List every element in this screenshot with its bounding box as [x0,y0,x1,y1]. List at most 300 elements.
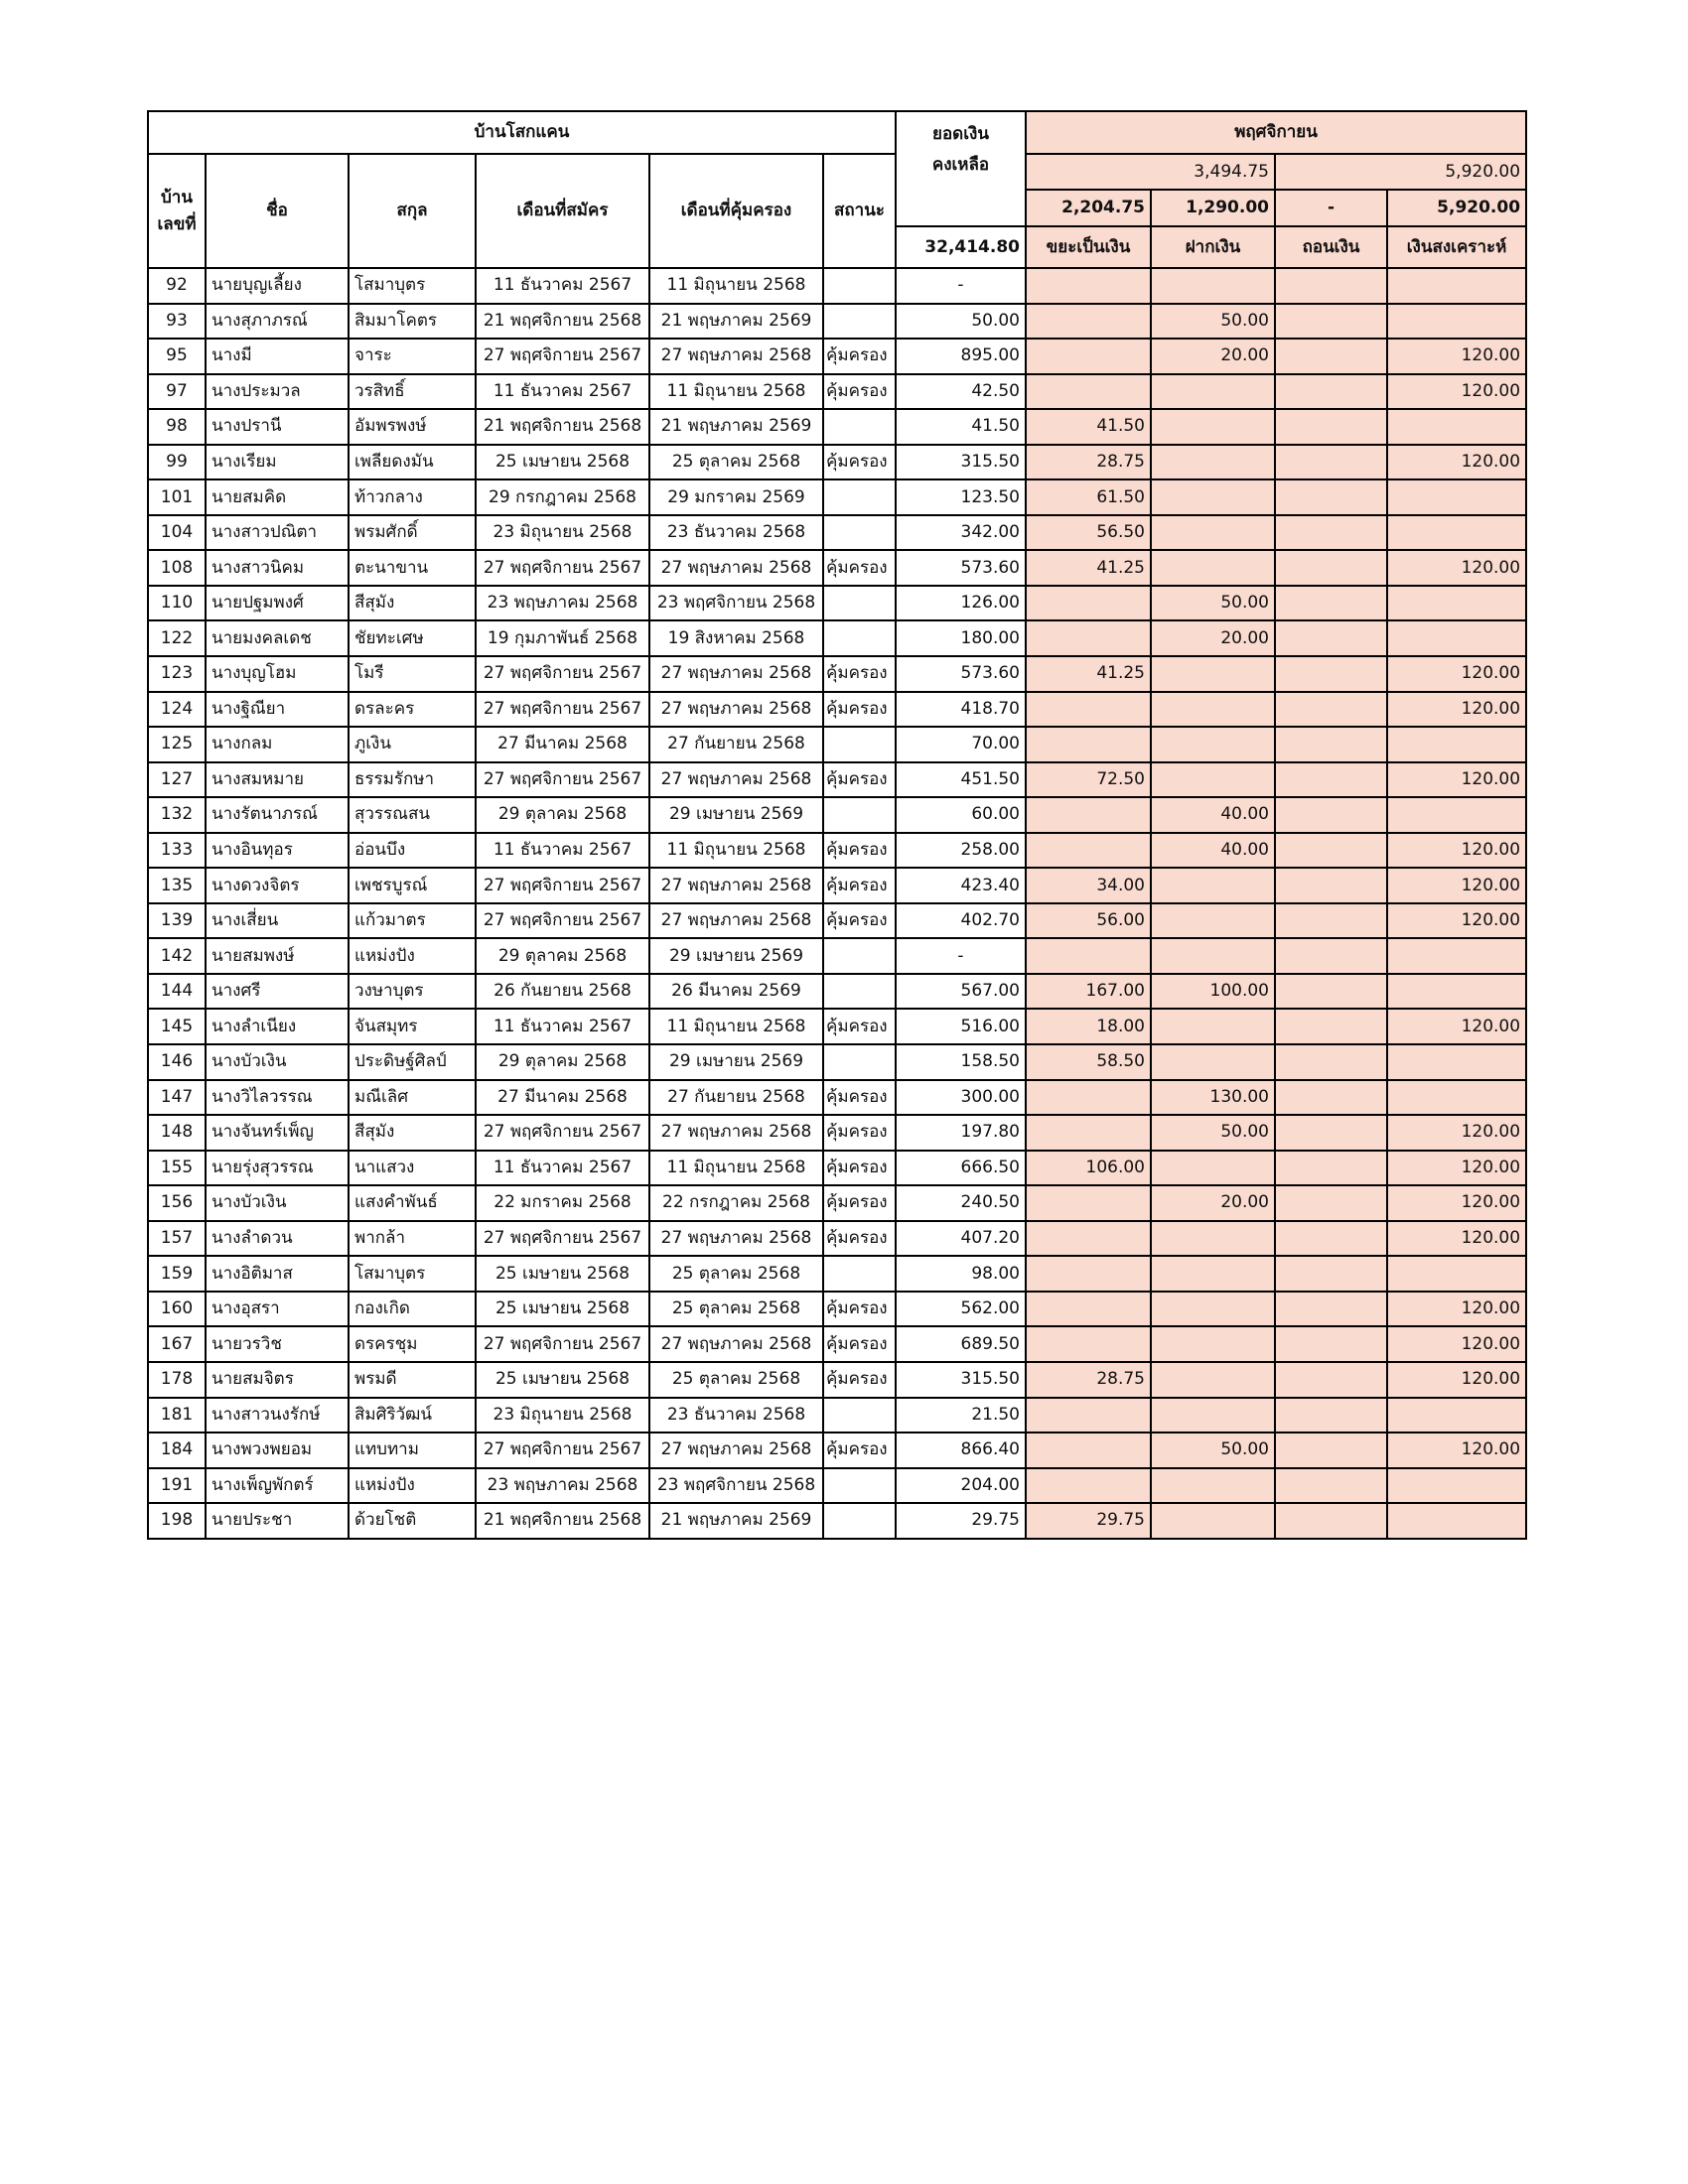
table-row [148,1115,1526,1151]
welfare-cell: 120.00 [1387,1151,1526,1186]
waste-money-cell [1026,1468,1151,1504]
balance-cell: 29.75 [896,1503,1026,1539]
first-name-cell: นางเพ็ญพักตร์ [206,1468,349,1504]
balance-cell: 402.70 [896,903,1026,939]
house-no-cell: 181 [148,1398,206,1433]
status-cell [823,938,896,974]
waste-money-cell [1026,1221,1151,1257]
last-name-cell: ตะนาขาน [349,550,476,586]
status-cell [823,1256,896,1292]
house-no-cell: 127 [148,762,206,798]
first-name-cell: นางสาวนิคม [206,550,349,586]
withdraw-cell [1275,1080,1387,1116]
register-month-cell: 27 พฤศจิกายน 2567 [476,1221,649,1257]
status-cell: คุ้มครอง [823,656,896,692]
table-row [148,974,1526,1010]
last-name-cell: โสมาบุตร [349,268,476,304]
balance-cell: 666.50 [896,1151,1026,1186]
waste-money-cell: 61.50 [1026,479,1151,515]
last-name-cell: เพชรบูรณ์ [349,868,476,903]
welfare-cell: 120.00 [1387,692,1526,728]
deposit-cell: 100.00 [1151,974,1275,1010]
last-name-cell: เพลียดงมัน [349,445,476,480]
house-no-header [148,154,206,268]
withdraw-cell [1275,1221,1387,1257]
status-cell [823,268,896,304]
table-row [148,692,1526,728]
house-no-cell: 156 [148,1185,206,1221]
welfare-cell [1387,586,1526,621]
balance-cell: 204.00 [896,1468,1026,1504]
register-month-cell: 27 มีนาคม 2568 [476,727,649,762]
welfare-cell: 120.00 [1387,1115,1526,1151]
balance-cell: 895.00 [896,339,1026,374]
coverage-month-cell: 29 เมษายน 2569 [649,1044,823,1080]
house-no-cell: 167 [148,1326,206,1362]
first-name-cell: นางบัวเงิน [206,1044,349,1080]
table-row [148,304,1526,340]
coverage-month-cell: 27 พฤษภาคม 2568 [649,903,823,939]
table-row [148,938,1526,974]
deposit-cell [1151,550,1275,586]
house-no-cell: 157 [148,1221,206,1257]
withdraw-cell [1275,833,1387,869]
first-name-cell: นางดวงจิตร [206,868,349,903]
table-row [148,656,1526,692]
table-row [148,1503,1526,1539]
withdraw-cell [1275,550,1387,586]
first-name-cell: นายสมพงษ์ [206,938,349,974]
register-month-cell: 29 ตุลาคม 2568 [476,938,649,974]
house-no-cell: 108 [148,550,206,586]
register-month-cell: 27 พฤศจิกายน 2567 [476,692,649,728]
register-month-cell: 21 พฤศจิกายน 2568 [476,1503,649,1539]
deposit-cell [1151,1151,1275,1186]
register-month-cell: 25 เมษายน 2568 [476,445,649,480]
status-cell: คุ้มครอง [823,550,896,586]
first-name-cell: นายรุ่งสุวรรณ [206,1151,349,1186]
last-name-cell: โสมาบุตร [349,1256,476,1292]
status-cell [823,620,896,656]
deposit-cell: 40.00 [1151,797,1275,833]
status-cell: คุ้มครอง [823,1009,896,1044]
register-month-cell: 27 พฤศจิกายน 2567 [476,868,649,903]
waste-money-cell [1026,938,1151,974]
status-cell: คุ้มครอง [823,833,896,869]
deposit-cell [1151,1221,1275,1257]
deposit-cell: 40.00 [1151,833,1275,869]
balance-cell: 573.60 [896,656,1026,692]
coverage-month-cell: 19 สิงหาคม 2568 [649,620,823,656]
deposit-cell [1151,1468,1275,1504]
coverage-month-cell: 26 มีนาคม 2569 [649,974,823,1010]
status-cell [823,1468,896,1504]
savings-ledger-table [147,110,1527,1540]
first-name-cell: นายสมจิตร [206,1362,349,1398]
table-row [148,1256,1526,1292]
deposit-cell [1151,903,1275,939]
first-name-cell: นางจันทร์เพ็ญ [206,1115,349,1151]
first-name-cell: นางประมวล [206,374,349,410]
register-month-cell: 23 มิถุนายน 2568 [476,1398,649,1433]
withdraw-cell [1275,1044,1387,1080]
first-name-cell: นางอินทุอร [206,833,349,869]
deposit-cell: 50.00 [1151,304,1275,340]
balance-cell: 70.00 [896,727,1026,762]
withdraw-cell [1275,974,1387,1010]
status-cell [823,479,896,515]
table-row [148,409,1526,445]
status-cell: คุ้มครอง [823,1292,896,1327]
welfare-cell [1387,1044,1526,1080]
waste-money-cell: 72.50 [1026,762,1151,798]
welfare-cell: 120.00 [1387,1185,1526,1221]
last-name-cell: แหม่งปัง [349,938,476,974]
deposit-cell [1151,692,1275,728]
house-no-cell: 98 [148,409,206,445]
withdraw-cell [1275,1503,1387,1539]
first-name-cell: นายสมคิด [206,479,349,515]
deposit-cell: 50.00 [1151,1433,1275,1468]
coverage-month-cell: 25 ตุลาคม 2568 [649,1256,823,1292]
register-month-cell: 22 มกราคม 2568 [476,1185,649,1221]
withdraw-cell [1275,727,1387,762]
waste-money-cell: 41.25 [1026,656,1151,692]
welfare-cell [1387,1503,1526,1539]
balance-cell: 516.00 [896,1009,1026,1044]
welfare-cell [1387,479,1526,515]
status-cell: คุ้มครอง [823,374,896,410]
withdraw-cell [1275,515,1387,551]
balance-cell: - [896,938,1026,974]
welfare-cell: 120.00 [1387,833,1526,869]
register-month-cell: 11 ธันวาคม 2567 [476,1151,649,1186]
register-month-cell: 27 พฤศจิกายน 2567 [476,1115,649,1151]
coverage-month-cell: 25 ตุลาคม 2568 [649,1292,823,1327]
welfare-cell: 120.00 [1387,1433,1526,1468]
coverage-month-cell: 22 กรกฎาคม 2568 [649,1185,823,1221]
house-no-cell: 198 [148,1503,206,1539]
register-month-cell: 25 เมษายน 2568 [476,1256,649,1292]
welfare-cell [1387,304,1526,340]
register-month-cell: 11 ธันวาคม 2567 [476,268,649,304]
last-name-cell: พากล้า [349,1221,476,1257]
waste-money-header: ขยะเป็นเงิน [1026,226,1151,268]
house-no-cell: 95 [148,339,206,374]
coverage-month-cell: 21 พฤษภาคม 2569 [649,1503,823,1539]
welfare-cell [1387,1256,1526,1292]
table-row [148,903,1526,939]
deposit-cell [1151,479,1275,515]
balance-cell: 258.00 [896,833,1026,869]
deposit-cell [1151,938,1275,974]
withdraw-header: ถอนเงิน [1275,226,1387,268]
register-month-cell: 29 ตุลาคม 2568 [476,1044,649,1080]
balance-cell: 42.50 [896,374,1026,410]
deposit-cell [1151,374,1275,410]
deposit-cell [1151,1256,1275,1292]
waste-money-cell: 41.25 [1026,550,1151,586]
last-name-cell: ดรละคร [349,692,476,728]
welfare-cell [1387,515,1526,551]
deposit-cell [1151,868,1275,903]
deposit-cell [1151,1398,1275,1433]
first-name-cell: นางเรียม [206,445,349,480]
last-name-cell: สีสุมัง [349,586,476,621]
first-name-cell: นางศรี [206,974,349,1010]
coverage-month-cell: 29 เมษายน 2569 [649,938,823,974]
balance-cell: 300.00 [896,1080,1026,1116]
welfare-cell [1387,409,1526,445]
register-month-cell: 27 พฤศจิกายน 2567 [476,903,649,939]
first-name-cell: นางวิไลวรรณ [206,1080,349,1116]
welfare-cell [1387,620,1526,656]
first-name-cell: นายมงคลเดช [206,620,349,656]
withdraw-cell [1275,797,1387,833]
first-name-cell: นางสาวนงรักษ์ [206,1398,349,1433]
register-month-cell: 27 มีนาคม 2568 [476,1080,649,1116]
status-cell: คุ้มครอง [823,868,896,903]
register-month-cell: 27 พฤศจิกายน 2567 [476,339,649,374]
coverage-month-cell: 21 พฤษภาคม 2569 [649,409,823,445]
house-no-cell: 135 [148,868,206,903]
balance-cell: 240.50 [896,1185,1026,1221]
first-name-cell: นางปรานี [206,409,349,445]
withdraw-cell [1275,268,1387,304]
first-name-cell: นางสาวปณิตา [206,515,349,551]
first-name-cell: นางลำเนียง [206,1009,349,1044]
deposit-cell [1151,515,1275,551]
coverage-month-cell: 11 มิถุนายน 2568 [649,374,823,410]
last-name-cell: วงษาบุตร [349,974,476,1010]
house-no-cell: 159 [148,1256,206,1292]
last-name-cell: ธรรมรักษา [349,762,476,798]
coverage-month-cell: 25 ตุลาคม 2568 [649,445,823,480]
coverage-month-cell: 27 พฤษภาคม 2568 [649,1221,823,1257]
register-month-cell: 19 กุมภาพันธ์ 2568 [476,620,649,656]
balance-cell: 423.40 [896,868,1026,903]
table-row [148,515,1526,551]
subtotal-waste: 2,204.75 [1026,190,1151,226]
deposit-cell [1151,1009,1275,1044]
withdraw-cell [1275,374,1387,410]
deposit-cell [1151,656,1275,692]
last-name-cell: สิมมาโคตร [349,304,476,340]
balance-header-line2: คงเหลือ [931,155,990,175]
last-name-cell: กองเกิด [349,1292,476,1327]
coverage-month-cell: 11 มิถุนายน 2568 [649,833,823,869]
coverage-month-cell: 27 พฤษภาคม 2568 [649,339,823,374]
waste-money-cell: 34.00 [1026,868,1151,903]
waste-money-cell [1026,1256,1151,1292]
house-no-cell: 178 [148,1362,206,1398]
table-row [148,1221,1526,1257]
first-name-cell: นางอิติมาส [206,1256,349,1292]
coverage-month-cell: 27 พฤษภาคม 2568 [649,656,823,692]
house-no-cell: 124 [148,692,206,728]
status-cell [823,727,896,762]
welfare-cell [1387,268,1526,304]
table-row [148,1362,1526,1398]
balance-cell: 315.50 [896,1362,1026,1398]
deposit-cell [1151,727,1275,762]
register-month-cell: 27 พฤศจิกายน 2567 [476,550,649,586]
coverage-month-cell: 21 พฤษภาคม 2569 [649,304,823,340]
balance-cell: 98.00 [896,1256,1026,1292]
status-cell: คุ้มครอง [823,1433,896,1468]
withdraw-cell [1275,692,1387,728]
table-row [148,1326,1526,1362]
status-cell [823,1503,896,1539]
balance-cell: 180.00 [896,620,1026,656]
last-name-cell: ด้วยโชติ [349,1503,476,1539]
balance-cell: 342.00 [896,515,1026,551]
waste-money-cell [1026,586,1151,621]
balance-cell: 197.80 [896,1115,1026,1151]
house-no-cell: 104 [148,515,206,551]
register-month-cell: 25 เมษายน 2568 [476,1362,649,1398]
coverage-month-cell: 27 พฤษภาคม 2568 [649,868,823,903]
register-month-cell: 25 เมษายน 2568 [476,1292,649,1327]
status-cell: คุ้มครอง [823,1115,896,1151]
withdraw-cell [1275,1362,1387,1398]
welfare-cell: 120.00 [1387,374,1526,410]
balance-cell: 41.50 [896,409,1026,445]
deposit-cell [1151,1503,1275,1539]
waste-money-cell: 167.00 [1026,974,1151,1010]
withdraw-cell [1275,409,1387,445]
last-name-cell: อัมพรพงษ์ [349,409,476,445]
last-name-cell: สิมศิริวัฒน์ [349,1398,476,1433]
waste-money-cell [1026,1185,1151,1221]
deposit-cell [1151,1362,1275,1398]
last-name-cell: อ่อนบึง [349,833,476,869]
welfare-header: เงินสงเคราะห์ [1387,226,1526,268]
balance-header [896,111,1026,226]
group-total-left: 3,494.75 [1026,154,1275,190]
last-name-cell: แหม่งปัง [349,1468,476,1504]
table-row [148,620,1526,656]
deposit-cell: 20.00 [1151,339,1275,374]
waste-money-cell: 28.75 [1026,445,1151,480]
register-month-cell: 27 พฤศจิกายน 2567 [476,1433,649,1468]
status-cell: คุ้มครอง [823,692,896,728]
register-month-cell: 27 พฤศจิกายน 2567 [476,656,649,692]
first-name-cell: นางเสี่ยน [206,903,349,939]
register-month-cell: 21 พฤศจิกายน 2568 [476,304,649,340]
waste-money-cell: 56.50 [1026,515,1151,551]
house-no-cell: 92 [148,268,206,304]
village-title: บ้านโสกแคน [148,111,896,154]
last-name-header: สกุล [349,154,476,268]
welfare-cell: 120.00 [1387,903,1526,939]
welfare-cell: 120.00 [1387,656,1526,692]
waste-money-cell: 18.00 [1026,1009,1151,1044]
status-cell: คุ้มครอง [823,1080,896,1116]
welfare-cell: 120.00 [1387,339,1526,374]
balance-cell: 562.00 [896,1292,1026,1327]
first-name-cell: นายวรวิช [206,1326,349,1362]
welfare-cell [1387,1080,1526,1116]
balance-cell: 158.50 [896,1044,1026,1080]
table-row [148,868,1526,903]
welfare-cell: 120.00 [1387,1326,1526,1362]
coverage-month-cell: 27 พฤษภาคม 2568 [649,1326,823,1362]
last-name-cell: ประดิษฐ์ศิลป์ [349,1044,476,1080]
withdraw-cell [1275,1326,1387,1362]
table-row [148,374,1526,410]
deposit-cell [1151,1044,1275,1080]
coverage-month-cell: 29 มกราคม 2569 [649,479,823,515]
house-no-header-line1: บ้าน [161,187,193,207]
withdraw-cell [1275,586,1387,621]
waste-money-cell: 28.75 [1026,1362,1151,1398]
table-row [148,1433,1526,1468]
register-month-cell: 11 ธันวาคม 2567 [476,374,649,410]
last-name-cell: สุวรรณสน [349,797,476,833]
status-cell: คุ้มครอง [823,1326,896,1362]
withdraw-cell [1275,656,1387,692]
first-name-cell: นางพวงพยอม [206,1433,349,1468]
table-row [148,550,1526,586]
last-name-cell: แสงคำพันธ์ [349,1185,476,1221]
coverage-month-cell: 27 พฤษภาคม 2568 [649,1115,823,1151]
deposit-cell: 20.00 [1151,620,1275,656]
waste-money-cell [1026,268,1151,304]
deposit-cell [1151,1292,1275,1327]
house-no-cell: 123 [148,656,206,692]
balance-header-line1: ยอดเงิน [932,124,989,144]
withdraw-cell [1275,1009,1387,1044]
subtotal-deposit: 1,290.00 [1151,190,1275,226]
first-name-cell: นางรัตนาภรณ์ [206,797,349,833]
welfare-cell [1387,797,1526,833]
house-no-cell: 132 [148,797,206,833]
last-name-cell: จันสมุทร [349,1009,476,1044]
house-no-cell: 160 [148,1292,206,1327]
status-cell [823,409,896,445]
table-row [148,1292,1526,1327]
last-name-cell: แทบทาม [349,1433,476,1468]
status-cell [823,304,896,340]
waste-money-cell [1026,304,1151,340]
withdraw-cell [1275,339,1387,374]
withdraw-cell [1275,479,1387,515]
first-name-cell: นายปฐมพงศ์ [206,586,349,621]
deposit-header: ฝากเงิน [1151,226,1275,268]
first-name-cell: นางสุภาภรณ์ [206,304,349,340]
deposit-cell [1151,268,1275,304]
balance-total: 32,414.80 [896,226,1026,268]
status-cell: คุ้มครอง [823,445,896,480]
house-no-cell: 101 [148,479,206,515]
withdraw-cell [1275,1256,1387,1292]
house-no-header-line2: เลขที่ [157,213,197,234]
first-name-cell: นางลำดวน [206,1221,349,1257]
balance-cell: 60.00 [896,797,1026,833]
withdraw-cell [1275,304,1387,340]
welfare-cell: 120.00 [1387,868,1526,903]
welfare-cell [1387,938,1526,974]
status-cell: คุ้มครอง [823,903,896,939]
first-name-cell: นางอุสรา [206,1292,349,1327]
waste-money-cell: 41.50 [1026,409,1151,445]
balance-cell: 21.50 [896,1398,1026,1433]
status-cell: คุ้มครอง [823,1362,896,1398]
first-name-header: ชื่อ [206,154,349,268]
house-no-cell: 148 [148,1115,206,1151]
balance-cell: - [896,268,1026,304]
